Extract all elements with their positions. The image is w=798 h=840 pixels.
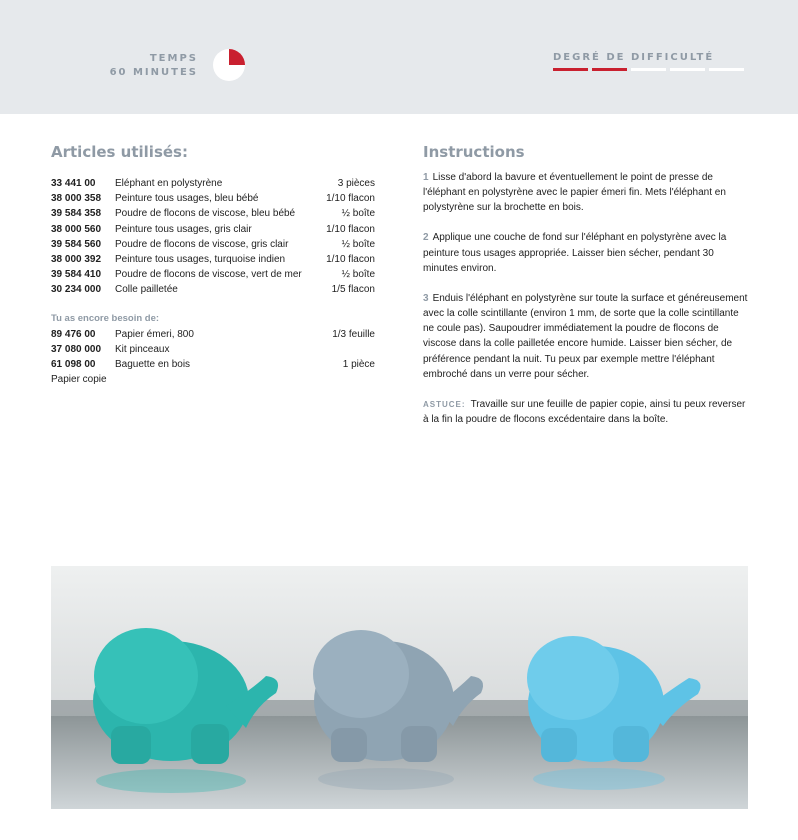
step-number: 1 xyxy=(423,172,429,183)
item-code: 38 000 358 xyxy=(51,193,102,205)
item-qty: 1/3 feuille xyxy=(332,329,375,340)
item-qty: 1/10 flacon xyxy=(326,223,375,235)
list-item xyxy=(51,252,375,267)
item-qty: 1 pièce xyxy=(342,359,375,371)
difficulty-bar xyxy=(553,68,588,71)
elephants-illustration xyxy=(51,566,748,809)
list-item xyxy=(51,191,375,206)
item-qty: 1/10 flacon xyxy=(326,193,375,205)
item-name: Papier émeri, 800 xyxy=(115,329,194,340)
timer-progress-wedge xyxy=(229,49,245,65)
item-code: 89 476 00 xyxy=(51,329,96,340)
item-qty: 3 pièces xyxy=(337,178,375,189)
list-item xyxy=(51,327,375,342)
tip xyxy=(423,397,749,427)
item-name: Eléphant en polystyrène xyxy=(115,178,223,189)
timer-icon xyxy=(213,49,245,81)
difficulty-bar xyxy=(709,68,744,71)
item-code: 39 584 410 xyxy=(51,269,102,281)
tip-label: ASTUCE: xyxy=(423,399,466,409)
item-name: Poudre de flocons de viscose, vert de mer xyxy=(115,269,302,281)
instructions-title: Instructions xyxy=(423,143,525,161)
tip-text: Travaille sur une feuille de papier copie, ainsi tu peux reverser à la fin la poudre de flocons excédentaire dans la boîte. xyxy=(423,398,746,426)
elephants-photo xyxy=(51,566,748,809)
item-code: 61 098 00 xyxy=(51,359,96,371)
item-name: Baguette en bois xyxy=(115,359,191,371)
item-name: Peinture tous usages, turquoise indien xyxy=(115,253,286,265)
step-number: 3 xyxy=(423,292,429,304)
item-qty: ½ boîte xyxy=(341,269,375,281)
difficulty-meter xyxy=(553,68,744,71)
item-code: 39 584 358 xyxy=(51,208,102,220)
difficulty-label: DEGRÉ DE DIFFICULTÉ xyxy=(553,52,715,63)
item-name: Poudre de flocons de viscose, gris clair xyxy=(115,238,289,250)
item-code: 38 000 560 xyxy=(51,223,102,235)
item-qty: ½ boîte xyxy=(341,238,375,250)
time-label: TEMPS xyxy=(149,53,198,64)
step-text: Applique une couche de fond sur l'éléphant en polystyrène avec la peinture tous usages appropriée. Laisser bien sécher, pendant 30 minutes environ. xyxy=(423,232,727,274)
list-item xyxy=(51,267,375,282)
item-code: 39 584 560 xyxy=(51,238,102,250)
list-item xyxy=(51,357,375,372)
instruction-step xyxy=(423,230,749,276)
list-item xyxy=(51,237,375,252)
instruction-step xyxy=(423,291,749,382)
item-code: 38 000 392 xyxy=(51,253,102,265)
time-value: 60 MINUTES xyxy=(109,67,198,78)
step-number: 2 xyxy=(423,232,429,244)
item-name: Kit pinceaux xyxy=(115,344,170,356)
item-code: 33 441 00 xyxy=(51,178,96,189)
item-qty: ½ boîte xyxy=(341,208,375,220)
also-needed-title: Tu as encore besoin de: xyxy=(51,313,160,324)
list-item xyxy=(51,282,375,297)
item-code: 37 080 000 xyxy=(51,344,102,356)
list-item xyxy=(51,222,375,237)
step-text: Lisse d'abord la bavure et éventuellement le point de presse de l'éléphant en polystyrène avec le papier émeri fin. Mets l'éléphant en polystyrène sur la brochette en bois. xyxy=(423,172,726,214)
list-item xyxy=(51,176,375,191)
list-item xyxy=(51,206,375,221)
item-name: Peinture tous usages, gris clair xyxy=(115,223,252,235)
instruction-step xyxy=(423,170,749,216)
item-name: Colle pailletée xyxy=(115,284,178,296)
instructions-body xyxy=(423,170,749,442)
step-text: Enduis l'éléphant en polystyrène sur toute la surface et généreusement avec la colle scintillante (environ 1 mm, de sorte que la colle scintillante ne coule pas). Saupoudrer immédiatement la poudre de flocons de viscose dans la colle pailletée encore humide. Laisser bien sécher, de préférence pendant la nuit. Tu peux par exemple mettre l'éléphant embroché dans un verre pour sécher. xyxy=(423,292,748,380)
materials-title: Articles utilisés: xyxy=(51,143,188,161)
time-info xyxy=(110,52,198,80)
difficulty-bar xyxy=(592,68,627,71)
materials-list xyxy=(51,176,375,298)
item-qty: 1/5 flacon xyxy=(331,284,375,296)
item-code: 30 234 000 xyxy=(51,284,102,296)
item-qty: 1/10 flacon xyxy=(326,253,375,265)
also-needed-list xyxy=(51,327,375,373)
difficulty-bar xyxy=(670,68,705,71)
extra-note: Papier copie xyxy=(51,374,107,385)
item-name: Poudre de flocons de viscose, bleu bébé xyxy=(115,208,296,220)
item-name: Peinture tous usages, bleu bébé xyxy=(115,193,259,205)
difficulty-bar xyxy=(631,68,666,71)
header-band xyxy=(0,0,798,114)
list-item xyxy=(51,342,375,357)
